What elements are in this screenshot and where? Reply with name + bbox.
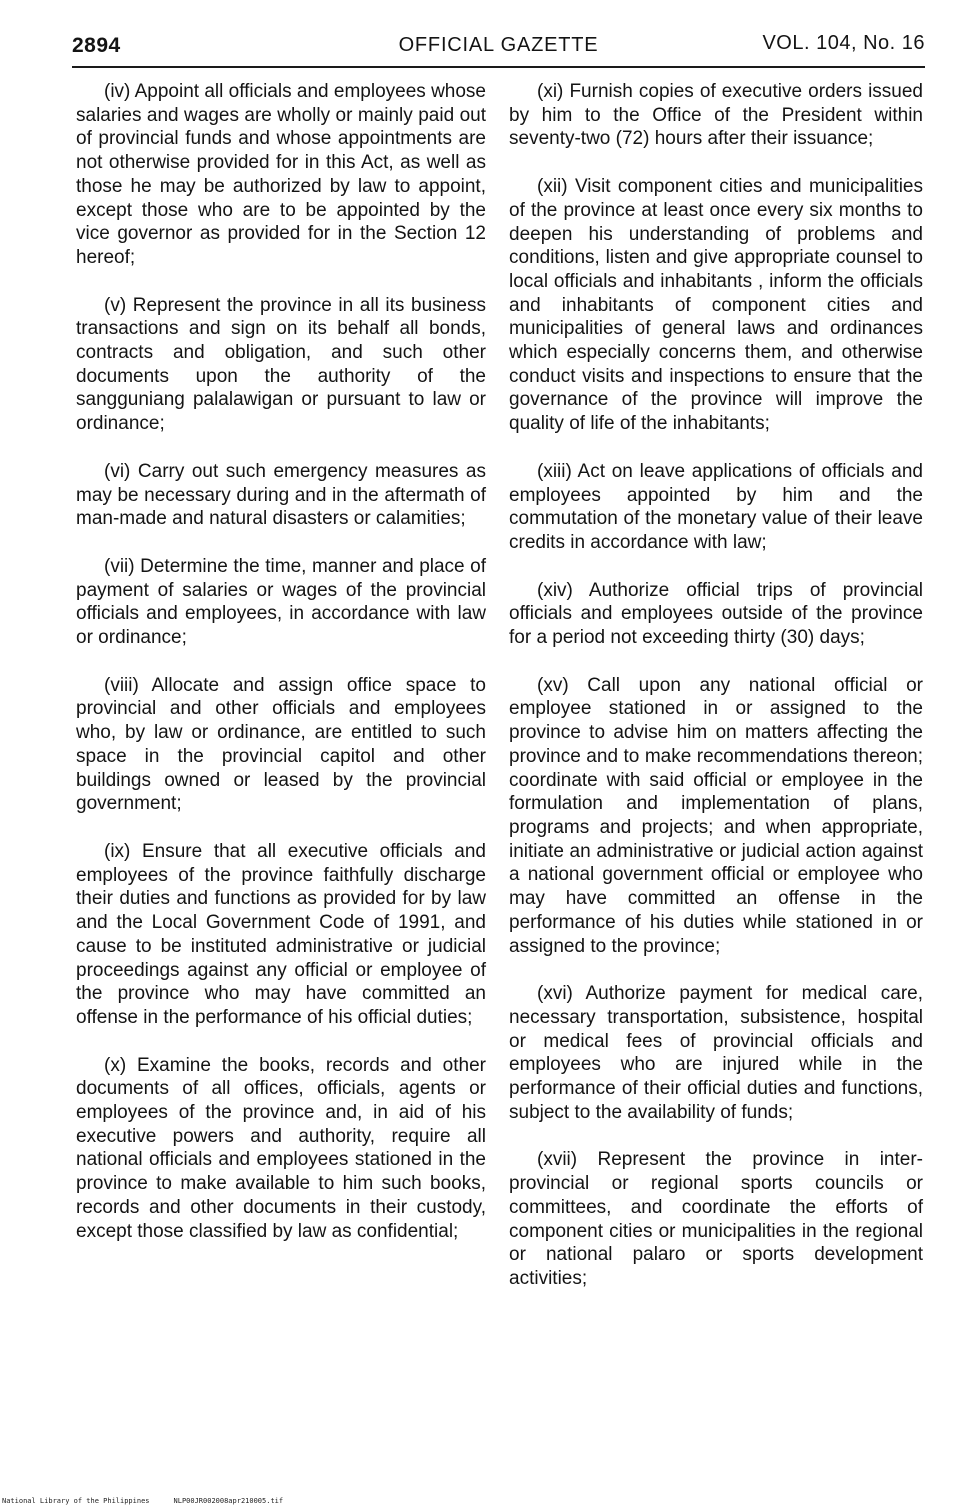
- paragraph-xii: (xii) Visit component cities and municipalities of the province at least once every six months to deepen his understanding of problems and conditions, listen and give appropriate counsel to local officials and inhabitants , inform the officials and inhabitants of component cities and municipalities of general laws and ordinances which especially concerns them, and otherwise conduct visits and inspections to ensure that the governance of the province will improve the quality of life of the inhabitants;: [509, 176, 923, 435]
- paragraph-v: (v) Represent the province in all its business transactions and sign on its behalf all bonds, contracts and obligation, and such other documents upon the authority of the sangguniang palalawigan or pursuant to law or ordinance;: [76, 294, 486, 435]
- left-column: [76, 80, 486, 1267]
- right-column: [509, 80, 923, 1315]
- scan-filename: NLP00JR002008apr210005.tif: [173, 1497, 284, 1505]
- paragraph-xvi: (xvi) Authorize payment for medical care, necessary transportation, subsistence, hospital or medical fees of provincial officials and employees who are injured while in the performance of their official duties and functions, subject to the availability of funds;: [509, 983, 923, 1123]
- paragraph-xv: (xv) Call upon any national official or employee stationed in or assigned to the province to advise him on matters affecting the province and to make recommendations thereon; coordinate with said official or employee in the formulation and implementation of plans, programs and projects; and when appropriate, initiate an administrative or judicial action against a national government official or employee who may have committed an offense in the performance of his duties while stationed in or assigned to the province;: [509, 674, 923, 957]
- page-header: [72, 30, 925, 68]
- library-credit: National Library of the Philippines: [2, 1497, 150, 1505]
- paragraph-vii: (vii) Determine the time, manner and place of payment of salaries or wages of the provincial officials and employees, in accordance with law or ordinance;: [76, 555, 486, 649]
- paragraph-vi: (vi) Carry out such emergency measures as may be necessary during and in the aftermath of man-made and natural disasters or calamities;: [76, 460, 486, 530]
- gazette-title: OFFICIAL GAZETTE: [398, 34, 599, 56]
- paragraph-ix: (ix) Ensure that all executive officials and employees of the province faithfully discharge their duties and functions as provided for by law and the Local Government Code of 1991, and cause to be instituted administrative or judicial proceedings against any official or employee of the province who may have committed an offense in the performance of his official duties;: [76, 840, 486, 1028]
- paragraph-iv: (iv) Appoint all officials and employees whose salaries and wages are wholly or mainly paid out of provincial funds and whose appointments are not otherwise provided for in this Act, as well as those he may be authorized by law to appoint, except those who are to be appointed by the vice governor as provided for in the Section 12 hereof;: [76, 81, 486, 268]
- paragraph-xiv: (xiv) Authorize official trips of provincial officials and employees outside of the province for a period not exceeding thirty (30) days;: [509, 579, 923, 649]
- scan-footer: [2, 1497, 283, 1505]
- paragraph-xi: (xi) Furnish copies of executive orders issued by him to the Office of the President within seventy-two (72) hours after their issuance;: [509, 81, 923, 150]
- paragraph-viii: (viii) Allocate and assign office space to provincial and other officials and employees who, by law or ordinance, are entitled to such space in the provincial capitol and other buildings owned or leased by the provincial government;: [76, 674, 486, 815]
- paragraph-xiii: (xiii) Act on leave applications of officials and employees appointed by him and the commutation of the monetary value of their leave credits in accordance with law;: [509, 460, 923, 553]
- paragraph-xvii: (xvii) Represent the province in inter-provincial or regional sports councils or committees, and coordinate the efforts of component cities or municipalities in the regional or national palaro or sports development activities;: [509, 1149, 923, 1289]
- page-number: 2894: [72, 34, 121, 57]
- volume-issue: VOL. 104, No. 16: [762, 32, 925, 54]
- paragraph-x: (x) Examine the books, records and other documents of all offices, officials, agents or employees of the province and, in aid of his executive powers and authority, require all national officials and employees stationed in the province to make available to him such books, records and other documents in their custody, except those classified by law as confidential;: [76, 1054, 486, 1242]
